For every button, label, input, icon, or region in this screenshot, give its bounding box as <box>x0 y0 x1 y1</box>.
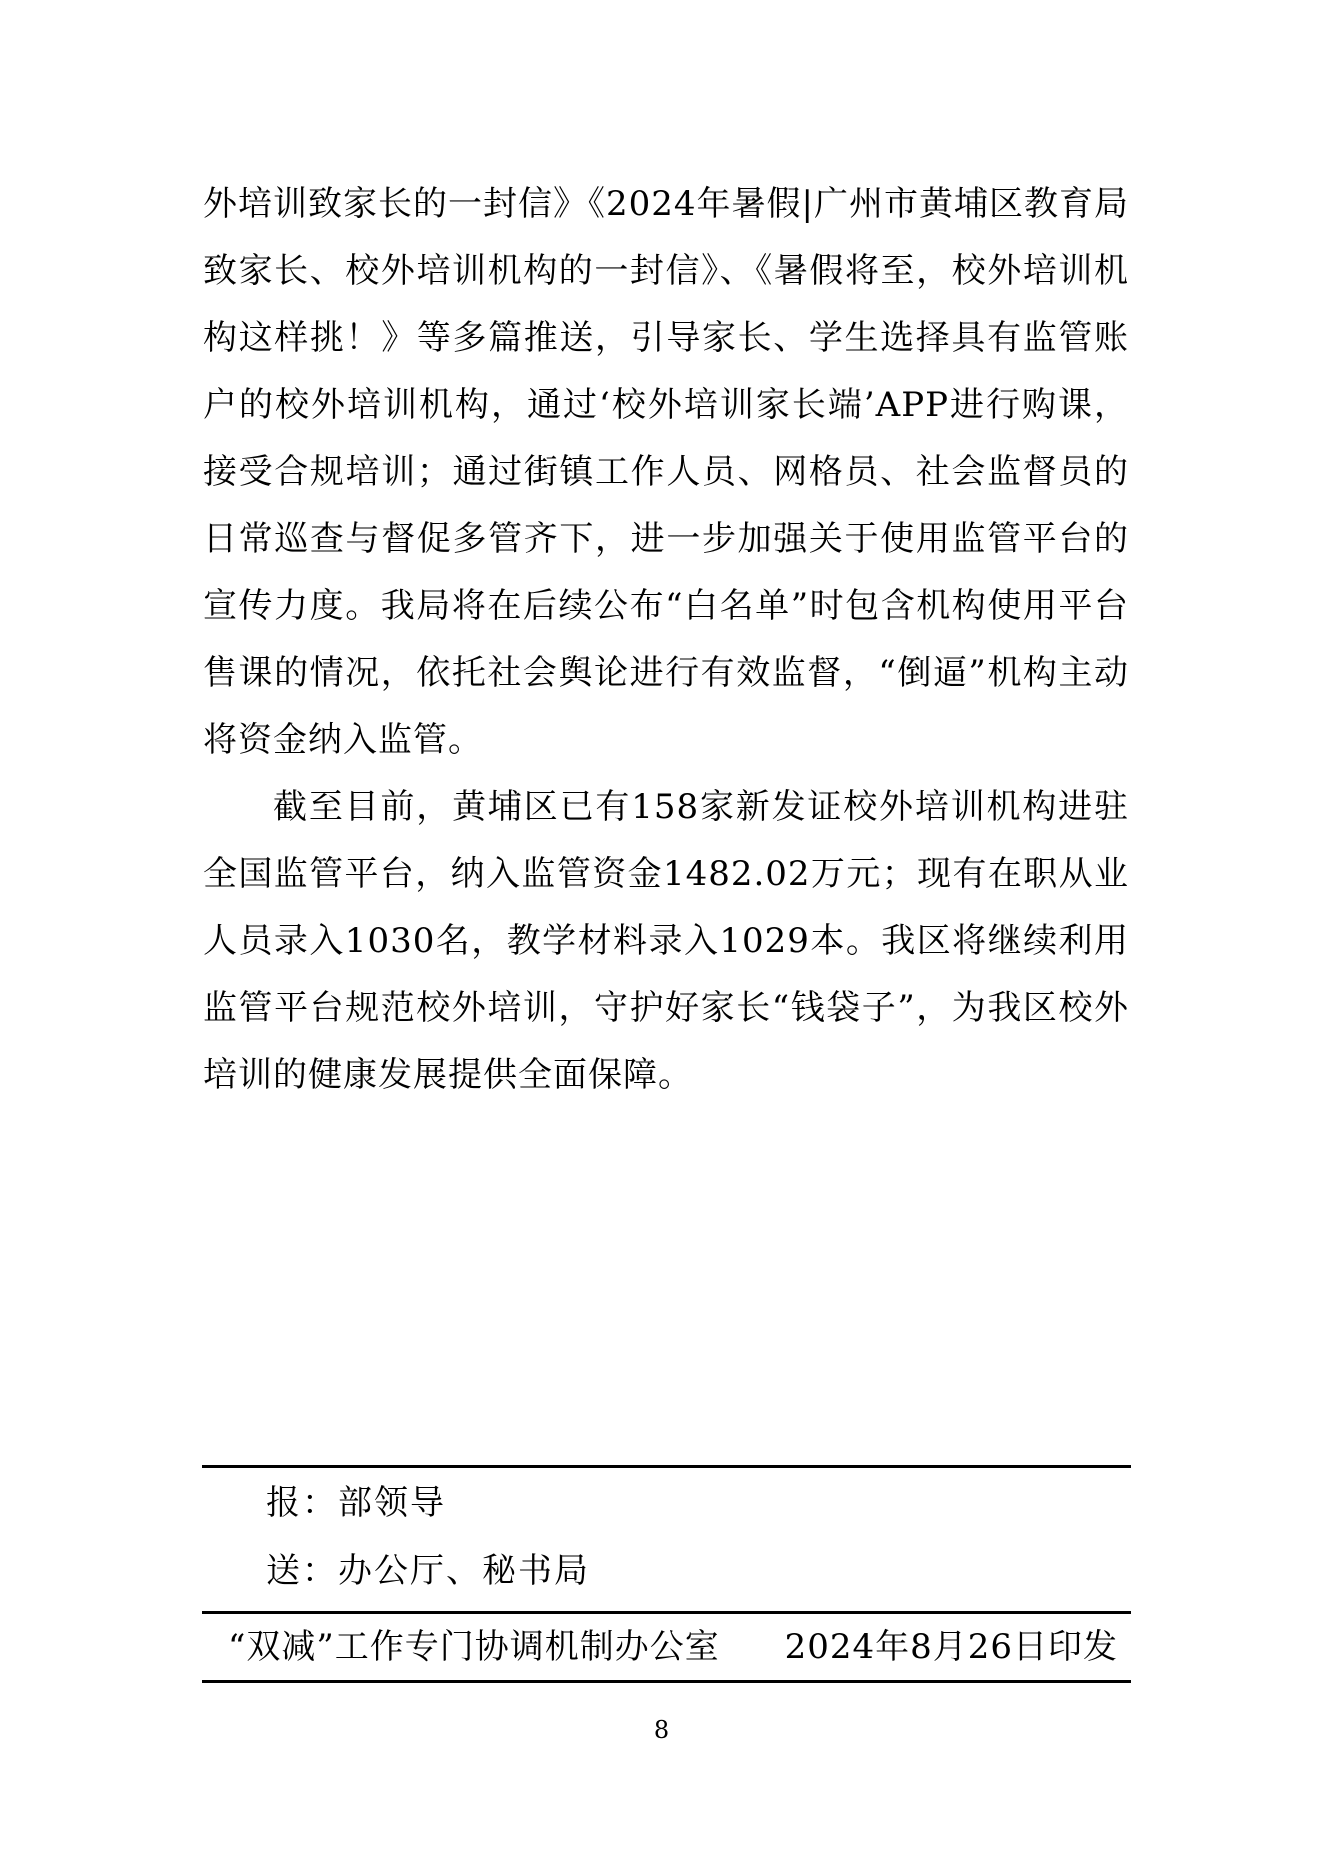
body-text <box>203 171 1129 1109</box>
bottom-rule <box>202 1680 1131 1683</box>
issuing-office: “双减”工作专门协调机制办公室 <box>228 1627 720 1667</box>
report-to-line: 报：部领导 <box>266 1483 446 1523</box>
send-to-line: 送：办公厅、秘书局 <box>266 1551 590 1591</box>
top-rule <box>202 1465 1131 1468</box>
paragraph-continuation: 外培训致家长的一封信》《2024年暑假|广州市黄埔区教育局致家长、校外培训机构的一封信》、《暑假将至，校外培训机构这样挑！》等多篇推送，引导家长、学生选择具有监管账户的校外培训机构，通过‘校外培训家长端’APP进行购课，接受合规培训；通过街镇工作人员、网格员、社会监督员的日常巡查与督促多管齐下，进一步加强关于使用监管平台的宣传力度。我局将在后续公布“白名单”时包含机构使用平台售课的情况，依托社会舆论进行有效监督，“倒逼”机构主动将资金纳入监管。 <box>203 184 1129 760</box>
paragraph-summary: 截至目前，黄埔区已有158家新发证校外培训机构进驻全国监管平台，纳入监管资金1482.02万元；现有在职从业人员录入1030名，教学材料录入1029本。我区将继续利用监管平台规范校外培训，守护好家长“钱袋子”，为我区校外培训的健康发展提供全面保障。 <box>203 787 1129 1095</box>
issue-date: 2024年8月26日印发 <box>784 1627 1118 1667</box>
page-number: 8 <box>653 1716 670 1744</box>
middle-rule <box>202 1611 1131 1614</box>
